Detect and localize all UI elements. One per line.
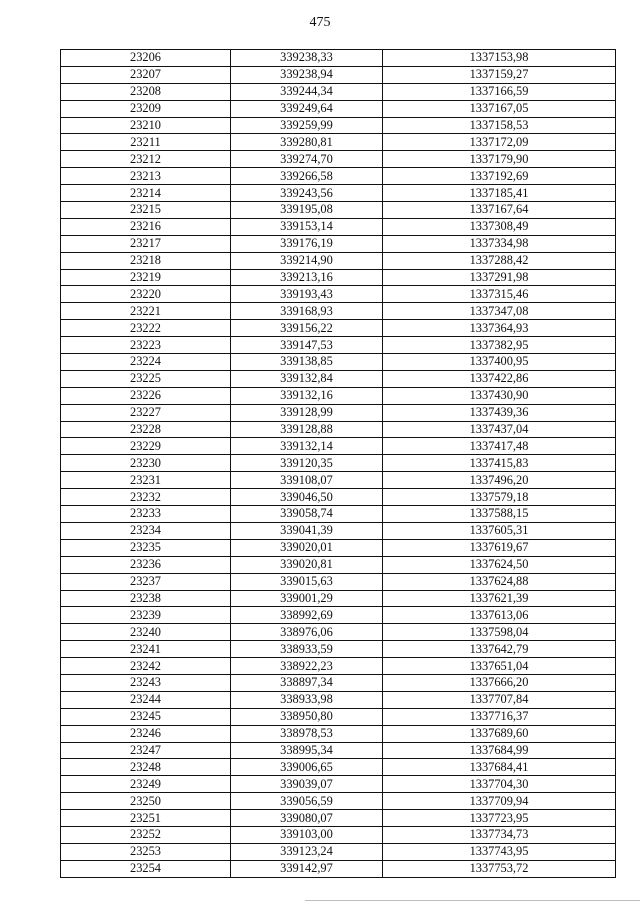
x-coordinate-cell: 338933,59	[231, 641, 383, 658]
point-number-cell: 23206	[61, 50, 231, 67]
x-coordinate-cell: 339168,93	[231, 303, 383, 320]
table-row	[61, 252, 616, 269]
x-coordinate-cell: 339132,16	[231, 387, 383, 404]
point-number-cell: 23244	[61, 691, 231, 708]
y-coordinate-cell: 1337684,41	[383, 759, 616, 776]
y-coordinate-cell: 1337716,37	[383, 708, 616, 725]
y-coordinate-cell: 1337598,04	[383, 624, 616, 641]
y-coordinate-cell: 1337437,04	[383, 421, 616, 438]
x-coordinate-cell: 339266,58	[231, 168, 383, 185]
x-coordinate-cell: 339156,22	[231, 320, 383, 337]
point-number-cell: 23225	[61, 370, 231, 387]
x-coordinate-cell: 339274,70	[231, 151, 383, 168]
table-row	[61, 218, 616, 235]
y-coordinate-cell: 1337734,73	[383, 826, 616, 843]
point-number-cell: 23234	[61, 522, 231, 539]
table-row	[61, 810, 616, 827]
y-coordinate-cell: 1337689,60	[383, 725, 616, 742]
x-coordinate-cell: 339132,84	[231, 370, 383, 387]
point-number-cell: 23227	[61, 404, 231, 421]
x-coordinate-cell: 339238,94	[231, 66, 383, 83]
point-number-cell: 23254	[61, 860, 231, 877]
x-coordinate-cell: 339142,97	[231, 860, 383, 877]
x-coordinate-cell: 339041,39	[231, 522, 383, 539]
x-coordinate-cell: 339006,65	[231, 759, 383, 776]
x-coordinate-cell: 339128,88	[231, 421, 383, 438]
table-row	[61, 691, 616, 708]
y-coordinate-cell: 1337185,41	[383, 185, 616, 202]
y-coordinate-cell: 1337579,18	[383, 489, 616, 506]
table-row	[61, 286, 616, 303]
y-coordinate-cell: 1337666,20	[383, 674, 616, 691]
table-row	[61, 421, 616, 438]
coordinates-table	[60, 49, 616, 878]
point-number-cell: 23236	[61, 556, 231, 573]
point-number-cell: 23253	[61, 843, 231, 860]
point-number-cell: 23241	[61, 641, 231, 658]
point-number-cell: 23245	[61, 708, 231, 725]
y-coordinate-cell: 1337496,20	[383, 472, 616, 489]
point-number-cell: 23208	[61, 83, 231, 100]
table-row	[61, 472, 616, 489]
point-number-cell: 23228	[61, 421, 231, 438]
x-coordinate-cell: 338950,80	[231, 708, 383, 725]
x-coordinate-cell: 339213,16	[231, 269, 383, 286]
y-coordinate-cell: 1337364,93	[383, 320, 616, 337]
table-row	[61, 793, 616, 810]
table-row	[61, 151, 616, 168]
y-coordinate-cell: 1337172,09	[383, 134, 616, 151]
y-coordinate-cell: 1337753,72	[383, 860, 616, 877]
y-coordinate-cell: 1337167,64	[383, 202, 616, 219]
y-coordinate-cell: 1337613,06	[383, 607, 616, 624]
point-number-cell: 23221	[61, 303, 231, 320]
point-number-cell: 23251	[61, 810, 231, 827]
point-number-cell: 23237	[61, 573, 231, 590]
y-coordinate-cell: 1337158,53	[383, 117, 616, 134]
y-coordinate-cell: 1337315,46	[383, 286, 616, 303]
table-row	[61, 83, 616, 100]
y-coordinate-cell: 1337166,59	[383, 83, 616, 100]
y-coordinate-cell: 1337619,67	[383, 539, 616, 556]
point-number-cell: 23235	[61, 539, 231, 556]
x-coordinate-cell: 338922,23	[231, 658, 383, 675]
table-row	[61, 387, 616, 404]
table-row	[61, 843, 616, 860]
table-row	[61, 202, 616, 219]
x-coordinate-cell: 339046,50	[231, 489, 383, 506]
y-coordinate-cell: 1337308,49	[383, 218, 616, 235]
table-row	[61, 185, 616, 202]
point-number-cell: 23238	[61, 590, 231, 607]
x-coordinate-cell: 339238,33	[231, 50, 383, 67]
y-coordinate-cell: 1337153,98	[383, 50, 616, 67]
scan-edge-line	[305, 900, 640, 901]
table-row	[61, 455, 616, 472]
point-number-cell: 23216	[61, 218, 231, 235]
point-number-cell: 23233	[61, 506, 231, 523]
table-row	[61, 826, 616, 843]
x-coordinate-cell: 339108,07	[231, 472, 383, 489]
table-row	[61, 320, 616, 337]
point-number-cell: 23231	[61, 472, 231, 489]
point-number-cell: 23252	[61, 826, 231, 843]
x-coordinate-cell: 339214,90	[231, 252, 383, 269]
x-coordinate-cell: 339039,07	[231, 776, 383, 793]
table-row	[61, 269, 616, 286]
x-coordinate-cell: 339056,59	[231, 793, 383, 810]
y-coordinate-cell: 1337422,86	[383, 370, 616, 387]
x-coordinate-cell: 338933,98	[231, 691, 383, 708]
point-number-cell: 23209	[61, 100, 231, 117]
y-coordinate-cell: 1337709,94	[383, 793, 616, 810]
point-number-cell: 23215	[61, 202, 231, 219]
point-number-cell: 23239	[61, 607, 231, 624]
y-coordinate-cell: 1337167,05	[383, 100, 616, 117]
y-coordinate-cell: 1337588,15	[383, 506, 616, 523]
table-row	[61, 573, 616, 590]
table-row	[61, 522, 616, 539]
x-coordinate-cell: 339058,74	[231, 506, 383, 523]
table-row	[61, 674, 616, 691]
point-number-cell: 23229	[61, 438, 231, 455]
point-number-cell: 23219	[61, 269, 231, 286]
table-row	[61, 50, 616, 67]
y-coordinate-cell: 1337192,69	[383, 168, 616, 185]
point-number-cell: 23250	[61, 793, 231, 810]
table-row	[61, 641, 616, 658]
table-row	[61, 337, 616, 354]
y-coordinate-cell: 1337347,08	[383, 303, 616, 320]
point-number-cell: 23242	[61, 658, 231, 675]
y-coordinate-cell: 1337417,48	[383, 438, 616, 455]
y-coordinate-cell: 1337415,83	[383, 455, 616, 472]
y-coordinate-cell: 1337159,27	[383, 66, 616, 83]
x-coordinate-cell: 338978,53	[231, 725, 383, 742]
table-row	[61, 776, 616, 793]
x-coordinate-cell: 339138,85	[231, 354, 383, 371]
point-number-cell: 23246	[61, 725, 231, 742]
table-row	[61, 725, 616, 742]
table-row	[61, 658, 616, 675]
table-row	[61, 506, 616, 523]
point-number-cell: 23224	[61, 354, 231, 371]
point-number-cell: 23210	[61, 117, 231, 134]
table-row	[61, 759, 616, 776]
x-coordinate-cell: 339147,53	[231, 337, 383, 354]
x-coordinate-cell: 339243,56	[231, 185, 383, 202]
y-coordinate-cell: 1337179,90	[383, 151, 616, 168]
table-row	[61, 303, 616, 320]
point-number-cell: 23214	[61, 185, 231, 202]
table-row	[61, 66, 616, 83]
point-number-cell: 23240	[61, 624, 231, 641]
x-coordinate-cell: 339120,35	[231, 455, 383, 472]
table-row	[61, 556, 616, 573]
table-row	[61, 607, 616, 624]
x-coordinate-cell: 338995,34	[231, 742, 383, 759]
y-coordinate-cell: 1337684,99	[383, 742, 616, 759]
y-coordinate-cell: 1337624,88	[383, 573, 616, 590]
table-row	[61, 100, 616, 117]
y-coordinate-cell: 1337704,30	[383, 776, 616, 793]
y-coordinate-cell: 1337605,31	[383, 522, 616, 539]
table-row	[61, 370, 616, 387]
table-row	[61, 590, 616, 607]
x-coordinate-cell: 339193,43	[231, 286, 383, 303]
page-number: 475	[309, 15, 331, 30]
y-coordinate-cell: 1337334,98	[383, 235, 616, 252]
table-row	[61, 235, 616, 252]
table-row	[61, 742, 616, 759]
x-coordinate-cell: 339280,81	[231, 134, 383, 151]
y-coordinate-cell: 1337430,90	[383, 387, 616, 404]
y-coordinate-cell: 1337621,39	[383, 590, 616, 607]
point-number-cell: 23211	[61, 134, 231, 151]
y-coordinate-cell: 1337624,50	[383, 556, 616, 573]
table-row	[61, 860, 616, 877]
point-number-cell: 23247	[61, 742, 231, 759]
y-coordinate-cell: 1337400,95	[383, 354, 616, 371]
point-number-cell: 23222	[61, 320, 231, 337]
x-coordinate-cell: 339128,99	[231, 404, 383, 421]
table-row	[61, 117, 616, 134]
x-coordinate-cell: 339249,64	[231, 100, 383, 117]
table-row	[61, 539, 616, 556]
x-coordinate-cell: 339001,29	[231, 590, 383, 607]
point-number-cell: 23212	[61, 151, 231, 168]
x-coordinate-cell: 339080,07	[231, 810, 383, 827]
x-coordinate-cell: 339195,08	[231, 202, 383, 219]
point-number-cell: 23218	[61, 252, 231, 269]
table-row	[61, 404, 616, 421]
x-coordinate-cell: 339153,14	[231, 218, 383, 235]
point-number-cell: 23243	[61, 674, 231, 691]
coordinates-table-body	[61, 50, 616, 878]
x-coordinate-cell: 339020,81	[231, 556, 383, 573]
y-coordinate-cell: 1337707,84	[383, 691, 616, 708]
x-coordinate-cell: 339259,99	[231, 117, 383, 134]
y-coordinate-cell: 1337382,95	[383, 337, 616, 354]
table-row	[61, 354, 616, 371]
x-coordinate-cell: 339015,63	[231, 573, 383, 590]
y-coordinate-cell: 1337642,79	[383, 641, 616, 658]
point-number-cell: 23230	[61, 455, 231, 472]
table-row	[61, 438, 616, 455]
x-coordinate-cell: 339123,24	[231, 843, 383, 860]
x-coordinate-cell: 339020,01	[231, 539, 383, 556]
point-number-cell: 23232	[61, 489, 231, 506]
table-row	[61, 708, 616, 725]
point-number-cell: 23248	[61, 759, 231, 776]
x-coordinate-cell: 339176,19	[231, 235, 383, 252]
point-number-cell: 23223	[61, 337, 231, 354]
x-coordinate-cell: 339244,34	[231, 83, 383, 100]
point-number-cell: 23207	[61, 66, 231, 83]
y-coordinate-cell: 1337288,42	[383, 252, 616, 269]
x-coordinate-cell: 338992,69	[231, 607, 383, 624]
x-coordinate-cell: 339132,14	[231, 438, 383, 455]
y-coordinate-cell: 1337291,98	[383, 269, 616, 286]
table-row	[61, 489, 616, 506]
point-number-cell: 23213	[61, 168, 231, 185]
y-coordinate-cell: 1337743,95	[383, 843, 616, 860]
x-coordinate-cell: 338976,06	[231, 624, 383, 641]
y-coordinate-cell: 1337439,36	[383, 404, 616, 421]
table-row	[61, 624, 616, 641]
point-number-cell: 23226	[61, 387, 231, 404]
x-coordinate-cell: 339103,00	[231, 826, 383, 843]
point-number-cell: 23249	[61, 776, 231, 793]
y-coordinate-cell: 1337651,04	[383, 658, 616, 675]
table-row	[61, 134, 616, 151]
table-row	[61, 168, 616, 185]
point-number-cell: 23217	[61, 235, 231, 252]
x-coordinate-cell: 338897,34	[231, 674, 383, 691]
y-coordinate-cell: 1337723,95	[383, 810, 616, 827]
point-number-cell: 23220	[61, 286, 231, 303]
